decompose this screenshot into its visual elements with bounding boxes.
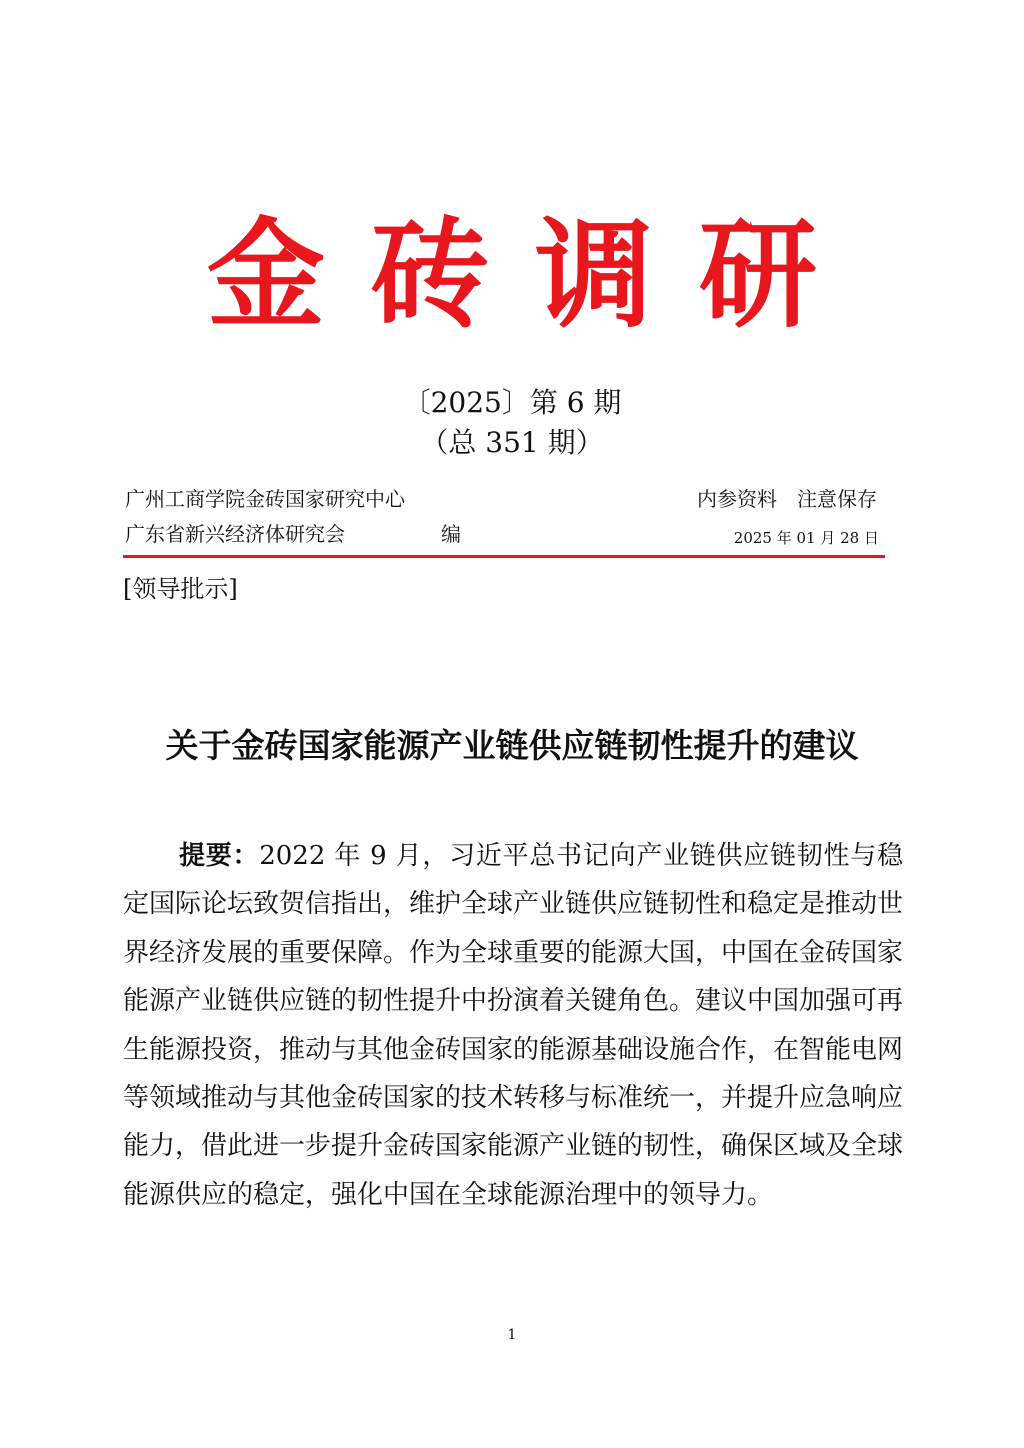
page-number: 1	[507, 1327, 517, 1343]
classification-note: 内参资料 注意保存	[697, 487, 877, 511]
publication-date: 2025 年 01 月 28 日	[733, 529, 879, 547]
issue-number: 〔2025〕第 6 期	[402, 386, 622, 419]
document-title: 关于金砖国家能源产业链供应链韧性提升的建议	[165, 726, 859, 765]
header-divider	[123, 555, 885, 558]
editor-mark: 编	[441, 522, 461, 546]
meta-row-publisher	[125, 485, 885, 513]
abstract-label: 提要：	[179, 841, 260, 871]
masthead-title: 金砖调研	[206, 206, 863, 344]
publisher-line-2: 广东省新兴经济体研究会	[125, 522, 345, 546]
abstract-paragraph	[123, 832, 903, 1219]
meta-row-date	[125, 520, 885, 548]
abstract-text: 2022 年 9 月，习近平总书记向产业链供应链韧性与稳定国际论坛致贺信指出，维护全球产业链供应链韧性和稳定是推动世界经济发展的重要保障。作为全球重要的能源大国，中国在金砖国家能源产业链供应链的韧性提升中扮演着关键角色。建议中国加强可再生能源投资，推动与其他金砖国家的能源基础设施合作，在智能电网等领域推动与其他金砖国家的技术转移与标准统一，并提升应急响应能力，借此进一步提升金砖国家能源产业链的韧性，确保区域及全球能源供应的稳定，强化中国在全球能源治理中的领导力。	[123, 841, 904, 1210]
publisher-line-1: 广州工商学院金砖国家研究中心	[125, 487, 405, 511]
leader-instruction-label: [领导批示]	[123, 575, 238, 603]
issue-total: （总 351 期）	[420, 426, 604, 459]
